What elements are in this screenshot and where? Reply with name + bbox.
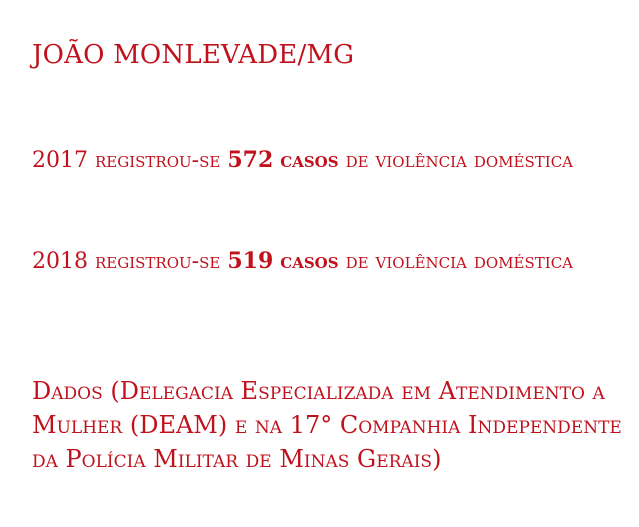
stat-cases-word: casos <box>280 248 339 274</box>
stat-year: 2017 <box>32 148 88 173</box>
stat-verb: registrou-se <box>95 249 221 274</box>
stat-rest: de violência doméstica <box>345 148 574 173</box>
page-title: JOÃO MONLEVADE/MG <box>32 40 355 70</box>
stat-2017 <box>32 144 622 177</box>
data-source-note: Dados (Delegacia Especializada em Atendimento a Mulher (DEAM) e na 17° Companhia Independente da Polícia Militar de Minas Gerais) <box>32 377 622 473</box>
stat-verb: registrou-se <box>95 148 221 173</box>
stat-year: 2018 <box>32 249 88 274</box>
stat-2018 <box>32 245 622 278</box>
stat-count: 519 <box>227 248 274 274</box>
stat-rest: de violência doméstica <box>345 249 574 274</box>
stat-cases-word: casos <box>280 147 339 173</box>
stat-count: 572 <box>227 147 274 173</box>
